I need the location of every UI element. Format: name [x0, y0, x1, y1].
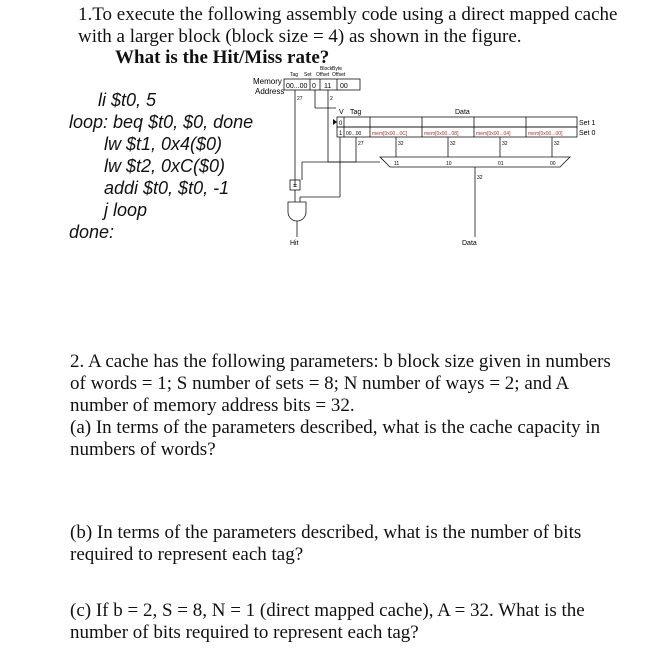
code-line-done: done:	[69, 222, 115, 242]
question-2b	[70, 522, 630, 566]
question-2c-line-2: number of bits required to represent each tag?	[70, 622, 419, 643]
offset-label: Offset	[316, 72, 330, 78]
block-label: Block	[320, 66, 333, 72]
code-line-li: li $t0, 5	[98, 90, 157, 110]
question-2c-line-1: (c) If b = 2, S = 8, N = 1 (direct mapped cache), A = 32. What is the	[70, 600, 585, 621]
tag-width-27: 27	[297, 96, 303, 102]
set0-data-word-1: mem[0x00...04]	[476, 131, 511, 137]
set0-data-word-2: mem[0x00...08]	[424, 131, 459, 137]
word2-width: 32	[450, 141, 456, 147]
code-line-loop: loop: beq $t0, $0, done	[69, 112, 254, 132]
mux-sel-11: 11	[394, 161, 400, 167]
byte-label: Byte	[332, 66, 343, 72]
question-2-line-3: number of memory address bits = 32.	[70, 395, 355, 416]
tag-out-width: 27	[358, 141, 364, 147]
data-output-label: Data	[462, 240, 477, 247]
address-set-bit: 0	[312, 83, 316, 90]
question-1-text	[78, 4, 658, 48]
question-2b-line-1: (b) In terms of the parameters described, what is the number of bits	[70, 522, 582, 543]
word-select-mux	[380, 157, 570, 167]
hit-and-gate	[288, 202, 306, 221]
code-line-lw2: lw $t2, 0xC($0)	[104, 156, 226, 176]
address-label: Address	[255, 87, 285, 96]
comparator-equals: =	[293, 183, 298, 190]
set1-valid-bit: 0	[339, 121, 343, 127]
address-tag-bits: 00...00	[286, 83, 308, 90]
word3-width: 32	[398, 141, 404, 147]
address-block-bits: 11	[324, 83, 332, 90]
offset-label-2: Offset	[332, 72, 346, 78]
set-label: Set	[304, 72, 312, 78]
tag-column-header: Tag	[350, 109, 362, 116]
mux-sel-00: 00	[550, 161, 556, 167]
code-line-lw1: lw $t1, 0x4($0)	[104, 134, 223, 154]
question-2a-line-2: numbers of words?	[70, 439, 216, 460]
set0-tag: 00...00	[346, 131, 362, 137]
mux-out-width: 32	[477, 175, 483, 181]
valid-column-header: V	[339, 109, 344, 116]
set0-data-word-3: mem[0x00...0C]	[372, 131, 408, 137]
hit-output-label: Hit	[290, 240, 299, 247]
code-line-addi: addi $t0, $t0, -1	[104, 178, 230, 198]
memory-label: Memory	[253, 77, 282, 86]
question-2-line-2: of words = 1; S number of sets = 8; N number of ways = 2; and A	[70, 373, 570, 394]
question-1-prompt: What is the Hit/Miss rate?	[115, 47, 330, 68]
mux-sel-01: 01	[498, 161, 504, 167]
code-line-jump: j loop	[104, 200, 148, 220]
word0-width: 32	[554, 141, 560, 147]
question-2-intro	[70, 351, 630, 417]
tag-label: Tag	[290, 72, 299, 78]
question-2b-line-2: required to represent each tag?	[70, 544, 304, 565]
set0-valid-bit: 1	[339, 131, 343, 137]
question-2a-line-1: (a) In terms of the parameters described, what is the cache capacity in	[70, 417, 601, 438]
cache-row-set1	[337, 117, 577, 127]
block-width-2: 2	[330, 96, 333, 102]
question-2-line-1: 2. A cache has the following parameters: b block size given in numbers	[70, 351, 611, 372]
address-byte-bits: 00	[340, 83, 348, 90]
cache-diagram	[240, 62, 610, 254]
mux-sel-10: 10	[446, 161, 452, 167]
set-1-label: Set 1	[579, 120, 596, 127]
data-column-header: Data	[455, 109, 470, 116]
word1-width: 32	[502, 141, 508, 147]
set0-data-word-0: mem[0x00...00]	[528, 131, 563, 137]
set-0-label: Set 0	[579, 130, 596, 137]
question-2c	[70, 600, 630, 644]
question-2a	[70, 417, 630, 461]
question-1-line-1: 1.To execute the following assembly code using a direct mapped cache	[78, 4, 618, 25]
question-1-line-2: with a larger block (block size = 4) as shown in the figure.	[78, 26, 522, 47]
